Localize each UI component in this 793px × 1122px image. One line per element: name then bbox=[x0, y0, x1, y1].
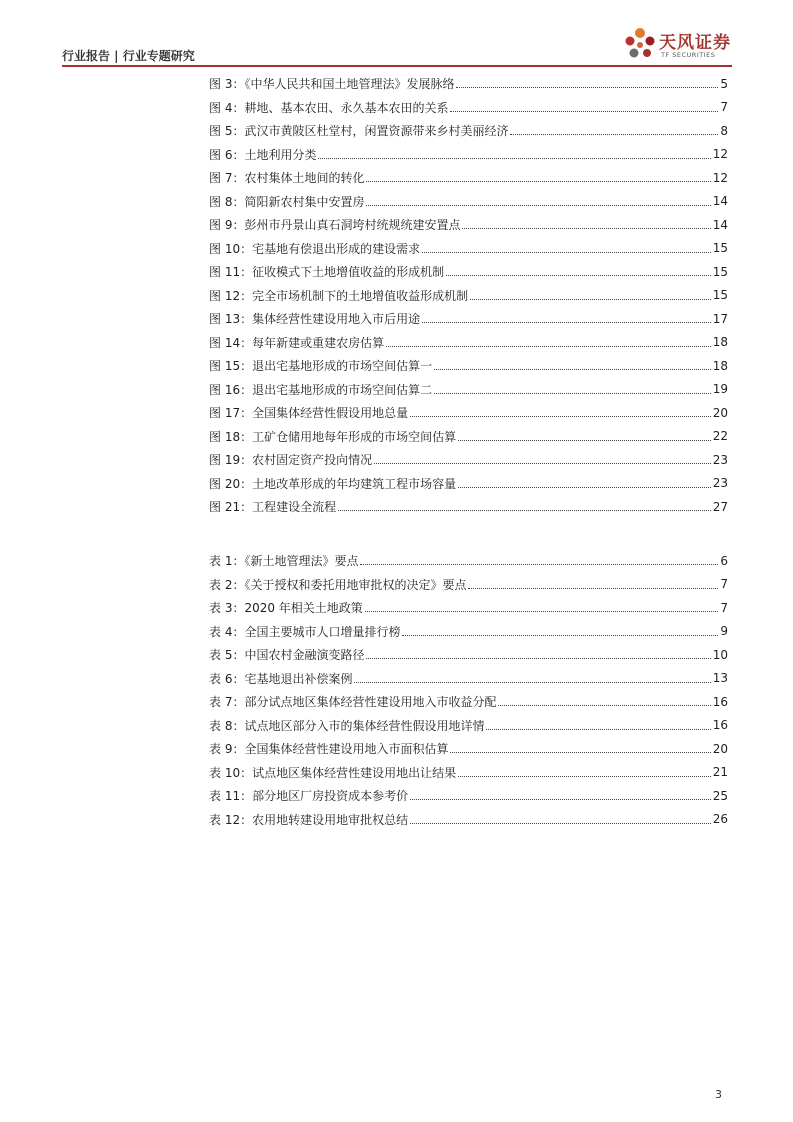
figure-entry-page: 22 bbox=[712, 429, 728, 444]
table-entry[interactable] bbox=[209, 620, 728, 644]
figure-entry-label: 图 7：农村集体土地间的转化 bbox=[209, 171, 365, 186]
table-entry[interactable] bbox=[209, 690, 728, 714]
dot-leader bbox=[365, 611, 718, 612]
header-divider bbox=[62, 65, 732, 67]
table-entry-label: 表 3：2020 年相关土地政策 bbox=[209, 601, 363, 616]
dot-leader bbox=[422, 322, 711, 323]
figure-entry[interactable] bbox=[209, 448, 728, 472]
table-entry-page: 20 bbox=[712, 741, 728, 756]
figure-entry-page: 23 bbox=[712, 476, 728, 491]
table-list bbox=[209, 549, 728, 831]
table-entry-page: 26 bbox=[712, 812, 728, 827]
figure-entry-label: 图 5：武汉市黄陂区杜堂村，闲置资源带来乡村美丽经济 bbox=[209, 124, 509, 139]
table-entry[interactable] bbox=[209, 667, 728, 691]
tf-flower-icon bbox=[622, 26, 658, 64]
figure-entry-page: 15 bbox=[712, 288, 728, 303]
figure-entry-page: 14 bbox=[712, 217, 728, 232]
dot-leader bbox=[434, 393, 711, 394]
table-entry[interactable] bbox=[209, 714, 728, 738]
dot-leader bbox=[450, 111, 718, 112]
dot-leader bbox=[410, 799, 711, 800]
figure-entry[interactable] bbox=[209, 96, 728, 120]
figure-entry-page: 15 bbox=[712, 241, 728, 256]
dot-leader bbox=[456, 87, 718, 88]
report-category: 行业报告 | 行业专题研究 bbox=[62, 49, 195, 63]
figure-entry-page: 8 bbox=[720, 123, 728, 138]
figure-entry-label: 图 15：退出宅基地形成的市场空间估算一 bbox=[209, 359, 433, 374]
table-entry-page: 9 bbox=[720, 624, 728, 639]
table-entry-label: 表 12：农用地转建设用地审批权总结 bbox=[209, 812, 409, 827]
figure-entry-label: 图 10：宅基地有偿退出形成的建设需求 bbox=[209, 241, 421, 256]
figure-entry-label: 图 21：工程建设全流程 bbox=[209, 500, 337, 515]
logo-subtitle: TF SECURITIES bbox=[661, 51, 716, 59]
figure-entry-page: 5 bbox=[720, 76, 728, 91]
figure-entry[interactable] bbox=[209, 143, 728, 167]
figure-entry-label: 图 20：土地改革形成的年均建筑工程市场容量 bbox=[209, 476, 457, 491]
figure-entry-page: 14 bbox=[712, 194, 728, 209]
dot-leader bbox=[458, 440, 711, 441]
dot-leader bbox=[366, 205, 710, 206]
figure-entry-label: 图 11：征收模式下土地增值收益的形成机制 bbox=[209, 265, 445, 280]
figure-entry-page: 18 bbox=[712, 335, 728, 350]
dot-leader bbox=[510, 134, 718, 135]
figure-entry[interactable] bbox=[209, 166, 728, 190]
table-entry-page: 25 bbox=[712, 788, 728, 803]
table-entry-page: 7 bbox=[720, 577, 728, 592]
company-logo bbox=[622, 26, 742, 64]
figure-entry[interactable] bbox=[209, 354, 728, 378]
table-entry-label: 表 6：宅基地退出补偿案例 bbox=[209, 671, 353, 686]
dot-leader bbox=[446, 275, 711, 276]
dot-leader bbox=[468, 588, 718, 589]
figure-entry-label: 图 9：彭州市丹景山真石洞垮村统规统建安置点 bbox=[209, 218, 461, 233]
dot-leader bbox=[422, 252, 711, 253]
table-entry[interactable] bbox=[209, 784, 728, 808]
table-entry-label: 表 1：《新土地管理法》要点 bbox=[209, 554, 359, 569]
dot-leader bbox=[366, 181, 710, 182]
dot-leader bbox=[366, 658, 710, 659]
figure-entry-label: 图 16：退出宅基地形成的市场空间估算二 bbox=[209, 382, 433, 397]
figure-entry[interactable] bbox=[209, 378, 728, 402]
figure-entry-label: 图 19：农村固定资产投向情况 bbox=[209, 453, 373, 468]
table-entry-page: 13 bbox=[712, 671, 728, 686]
dot-leader bbox=[462, 228, 710, 229]
figure-entry[interactable] bbox=[209, 472, 728, 496]
dot-leader bbox=[458, 487, 711, 488]
figure-entry-page: 23 bbox=[712, 452, 728, 467]
dot-leader bbox=[434, 369, 711, 370]
figure-entry[interactable] bbox=[209, 119, 728, 143]
table-entry-label: 表 10：试点地区集体经营性建设用地出让结果 bbox=[209, 765, 457, 780]
table-entry-label: 表 2：《关于授权和委托用地审批权的决定》要点 bbox=[209, 577, 467, 592]
figure-entry-label: 图 14：每年新建或重建农房估算 bbox=[209, 335, 385, 350]
table-entry-label: 表 5：中国农村金融演变路径 bbox=[209, 648, 365, 663]
dot-leader bbox=[386, 346, 711, 347]
table-entry-page: 6 bbox=[720, 553, 728, 568]
figure-entry-label: 图 13：集体经营性建设用地入市后用途 bbox=[209, 312, 421, 327]
logo-name: 天风证券 bbox=[659, 33, 731, 53]
figure-entry-label: 图 8：简阳新农村集中安置房 bbox=[209, 194, 365, 209]
dot-leader bbox=[360, 564, 718, 565]
table-entry-page: 21 bbox=[712, 765, 728, 780]
page-header bbox=[62, 33, 732, 66]
figure-entry[interactable] bbox=[209, 213, 728, 237]
table-entry[interactable] bbox=[209, 573, 728, 597]
table-entry[interactable] bbox=[209, 808, 728, 832]
figure-entry[interactable] bbox=[209, 237, 728, 261]
table-entry[interactable] bbox=[209, 737, 728, 761]
figure-entry-page: 18 bbox=[712, 358, 728, 373]
figure-entry-page: 17 bbox=[712, 311, 728, 326]
figure-entry[interactable] bbox=[209, 260, 728, 284]
dot-leader bbox=[338, 510, 711, 511]
dot-leader bbox=[410, 416, 711, 417]
dot-leader bbox=[458, 776, 711, 777]
figure-entry-page: 15 bbox=[712, 264, 728, 279]
table-entry-label: 表 9：全国集体经营性建设用地入市面积估算 bbox=[209, 742, 449, 757]
dot-leader bbox=[318, 158, 710, 159]
figure-entry-label: 图 17：全国集体经营性假设用地总量 bbox=[209, 406, 409, 421]
table-entry-page: 7 bbox=[720, 600, 728, 615]
figure-entry[interactable] bbox=[209, 331, 728, 355]
table-entry-page: 16 bbox=[712, 694, 728, 709]
dot-leader bbox=[354, 682, 710, 683]
table-entry-label: 表 11：部分地区厂房投资成本参考价 bbox=[209, 789, 409, 804]
figure-entry-label: 图 12：完全市场机制下的土地增值收益形成机制 bbox=[209, 288, 469, 303]
figure-entry-page: 20 bbox=[712, 405, 728, 420]
figure-entry[interactable] bbox=[209, 72, 728, 96]
figure-entry-page: 7 bbox=[720, 100, 728, 115]
figure-entry-label: 图 3：《中华人民共和国土地管理法》发展脉络 bbox=[209, 77, 455, 92]
dot-leader bbox=[486, 729, 710, 730]
table-entry-label: 表 7：部分试点地区集体经营性建设用地入市收益分配 bbox=[209, 695, 497, 710]
figure-entry[interactable] bbox=[209, 495, 728, 519]
figure-entry[interactable] bbox=[209, 190, 728, 214]
table-entry-page: 10 bbox=[712, 647, 728, 662]
figure-entry[interactable] bbox=[209, 401, 728, 425]
dot-leader bbox=[470, 299, 711, 300]
figure-entry[interactable] bbox=[209, 307, 728, 331]
figure-entry-page: 12 bbox=[712, 147, 728, 162]
figure-entry-label: 图 4：耕地、基本农田、永久基本农田的关系 bbox=[209, 100, 449, 115]
table-entry[interactable] bbox=[209, 643, 728, 667]
dot-leader bbox=[498, 705, 710, 706]
figure-entry-page: 27 bbox=[712, 499, 728, 514]
table-entry[interactable] bbox=[209, 761, 728, 785]
table-entry-page: 16 bbox=[712, 718, 728, 733]
figure-list bbox=[209, 72, 728, 519]
table-entry[interactable] bbox=[209, 549, 728, 573]
figure-entry-label: 图 6：土地利用分类 bbox=[209, 147, 317, 162]
table-entry[interactable] bbox=[209, 596, 728, 620]
figure-entry-page: 19 bbox=[712, 382, 728, 397]
figure-entry-label: 图 18：工矿仓储用地每年形成的市场空间估算 bbox=[209, 429, 457, 444]
page-number: 3 bbox=[715, 1088, 722, 1101]
dot-leader bbox=[374, 463, 711, 464]
dot-leader bbox=[402, 635, 718, 636]
dot-leader bbox=[450, 752, 710, 753]
table-entry-label: 表 4：全国主要城市人口增量排行榜 bbox=[209, 624, 401, 639]
table-entry-label: 表 8：试点地区部分入市的集体经营性假设用地详情 bbox=[209, 718, 485, 733]
figure-entry-page: 12 bbox=[712, 170, 728, 185]
figure-entry[interactable] bbox=[209, 284, 728, 308]
figure-entry[interactable] bbox=[209, 425, 728, 449]
dot-leader bbox=[410, 823, 711, 824]
